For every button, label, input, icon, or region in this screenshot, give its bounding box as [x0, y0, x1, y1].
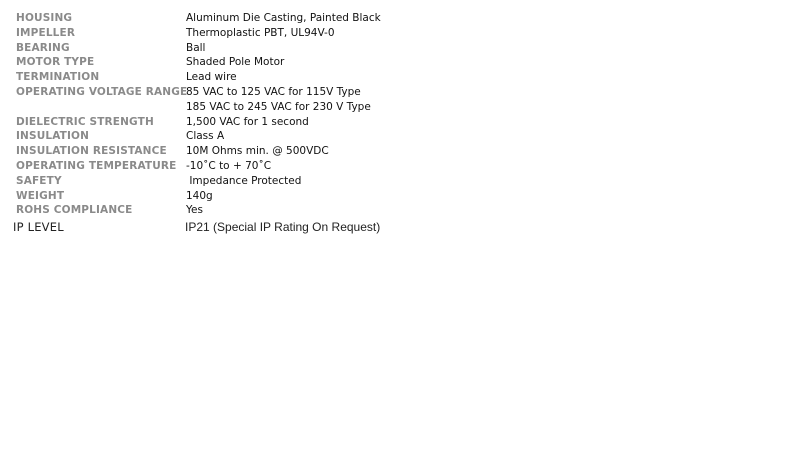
spec-label: OPERATING TEMPERATURE [16, 159, 177, 172]
spec-label: INSULATION RESISTANCE [16, 145, 167, 158]
spec-table [13, 11, 776, 238]
spec-row-insulation-resistance [16, 144, 776, 159]
spec-label: IMPELLER [16, 26, 76, 39]
spec-label: HOUSING [16, 12, 73, 24]
spec-row-weight [16, 189, 776, 204]
spec-value: -10˚C to + 70˚C [186, 159, 272, 172]
spec-label: IP LEVEL [13, 220, 64, 235]
spec-row-operating-temperature [16, 159, 776, 174]
spec-row-dielectric-strength [16, 115, 776, 130]
spec-row-operating-voltage-range [16, 85, 776, 100]
spec-value: 10M Ohms min. @ 500VDC [186, 145, 329, 158]
spec-label: MOTOR TYPE [16, 56, 95, 69]
spec-row-insulation [16, 129, 776, 144]
spec-value: 1,500 VAC for 1 second [186, 115, 309, 128]
spec-label: WEIGHT [16, 189, 65, 202]
spec-row-operating-voltage-range-cont [16, 100, 776, 115]
spec-value: Ball [186, 41, 206, 54]
spec-row-impeller [16, 26, 776, 41]
spec-row-motor-type [16, 55, 776, 70]
spec-value: Aluminum Die Casting, Painted Black [186, 12, 381, 24]
spec-value: Thermoplastic PBT, UL94V-0 [186, 26, 335, 39]
spec-value: 185 VAC to 245 VAC for 230 V Type [186, 100, 371, 113]
spec-row-safety [16, 174, 776, 189]
spec-value: Lead wire [186, 71, 237, 84]
spec-value: Impedance Protected [186, 174, 302, 187]
spec-value: IP21 (Special IP Rating On Request) [185, 220, 381, 235]
spec-label: SAFETY [16, 174, 62, 187]
spec-label: INSULATION [16, 130, 90, 143]
spec-row-rohs-compliance [16, 203, 776, 218]
spec-value: 140g [186, 189, 213, 202]
spec-label: BEARING [16, 41, 70, 54]
spec-label: DIELECTRIC STRENGTH [16, 115, 154, 128]
spec-row-termination [16, 70, 776, 85]
spec-label: OPERATING VOLTAGE RANGE [16, 85, 188, 98]
spec-value: Class A [186, 130, 225, 143]
spec-row-ip-level [13, 220, 776, 238]
spec-value: Yes [186, 204, 203, 217]
spec-row-bearing [16, 41, 776, 56]
spec-value: Shaded Pole Motor [186, 56, 285, 69]
spec-value: 85 VAC to 125 VAC for 115V Type [186, 85, 361, 98]
spec-row-housing [16, 11, 776, 26]
spec-label: ROHS COMPLIANCE [16, 204, 133, 217]
spec-label: TERMINATION [16, 71, 100, 84]
